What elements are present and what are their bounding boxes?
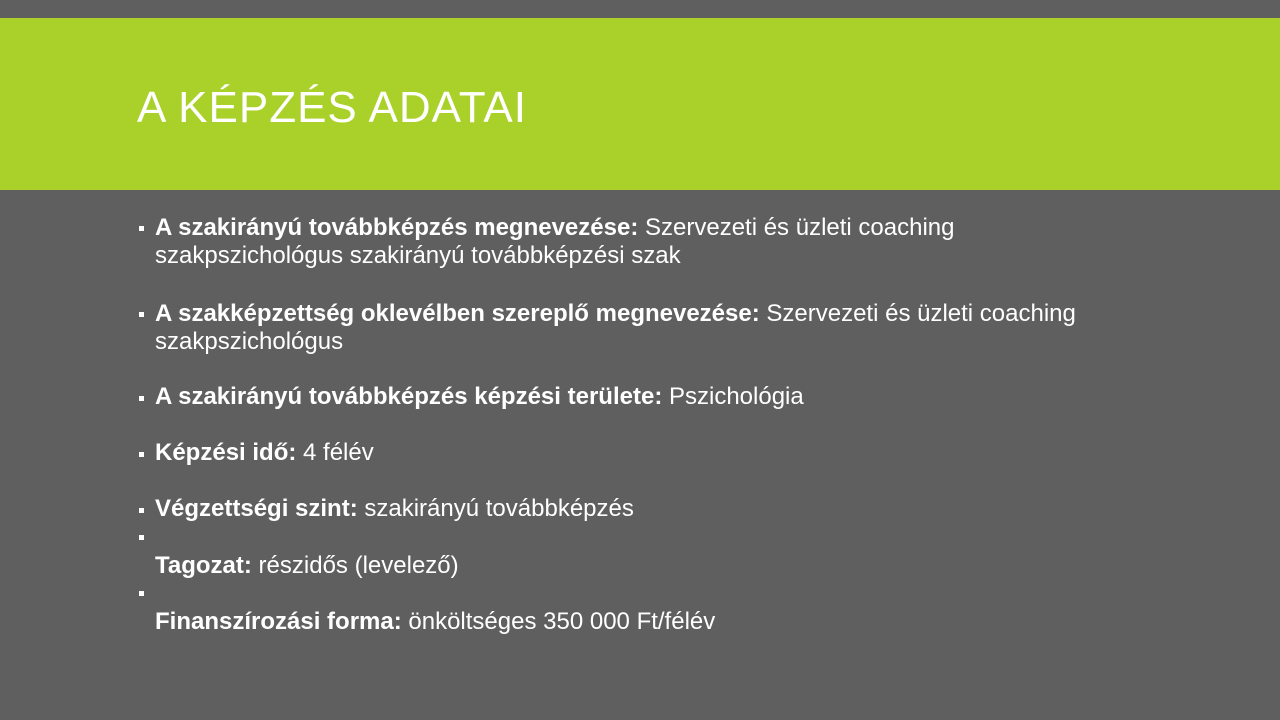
bullet-item-duration bbox=[155, 439, 1115, 467]
bullet-label: A szakképzettség oklevélben szereplő megnevezése: bbox=[155, 300, 760, 327]
bullet-value: önköltséges 350 000 Ft/félév bbox=[401, 608, 716, 635]
bullet-value: részidős (levelező) bbox=[251, 552, 459, 579]
bullet-label: A szakirányú továbbképzés megnevezése: bbox=[155, 214, 639, 241]
bullet-item-study-mode bbox=[155, 552, 1115, 580]
bullet-icon bbox=[139, 312, 144, 317]
bullet-label: A szakirányú továbbképzés képzési területe: bbox=[155, 383, 663, 410]
slide-title: A KÉPZÉS ADATAI bbox=[137, 83, 527, 132]
bullet-icon bbox=[139, 591, 144, 596]
bullet-label: Képzési idő: bbox=[155, 439, 297, 466]
bullet-label: Végzettségi szint: bbox=[155, 495, 358, 522]
bullet-icon bbox=[139, 535, 144, 540]
bullet-icon bbox=[139, 226, 144, 231]
bullet-item-diploma-name bbox=[155, 300, 1115, 356]
bullet-value: szakirányú továbbképzés bbox=[357, 495, 634, 522]
bullet-item-financing bbox=[155, 608, 1115, 636]
bullet-item-training-name bbox=[155, 214, 1115, 270]
bullet-value: 4 félév bbox=[296, 439, 374, 466]
bullet-icon bbox=[139, 396, 144, 401]
bullet-item-training-area bbox=[155, 383, 1115, 411]
bullet-icon bbox=[139, 508, 144, 513]
bullet-value: Szervezeti és üzleti coaching szakpszichológus szakirányú továbbképzési szak bbox=[155, 214, 955, 269]
bullet-label: Finanszírozási forma: bbox=[155, 608, 402, 635]
bullet-item-qualification-level bbox=[155, 495, 1115, 523]
bullet-icon bbox=[139, 452, 144, 457]
bullet-value: Szervezeti és üzleti coaching szakpszichológus bbox=[155, 300, 1076, 355]
bullet-label: Tagozat: bbox=[155, 552, 252, 579]
bullet-value: Pszichológia bbox=[662, 383, 804, 410]
